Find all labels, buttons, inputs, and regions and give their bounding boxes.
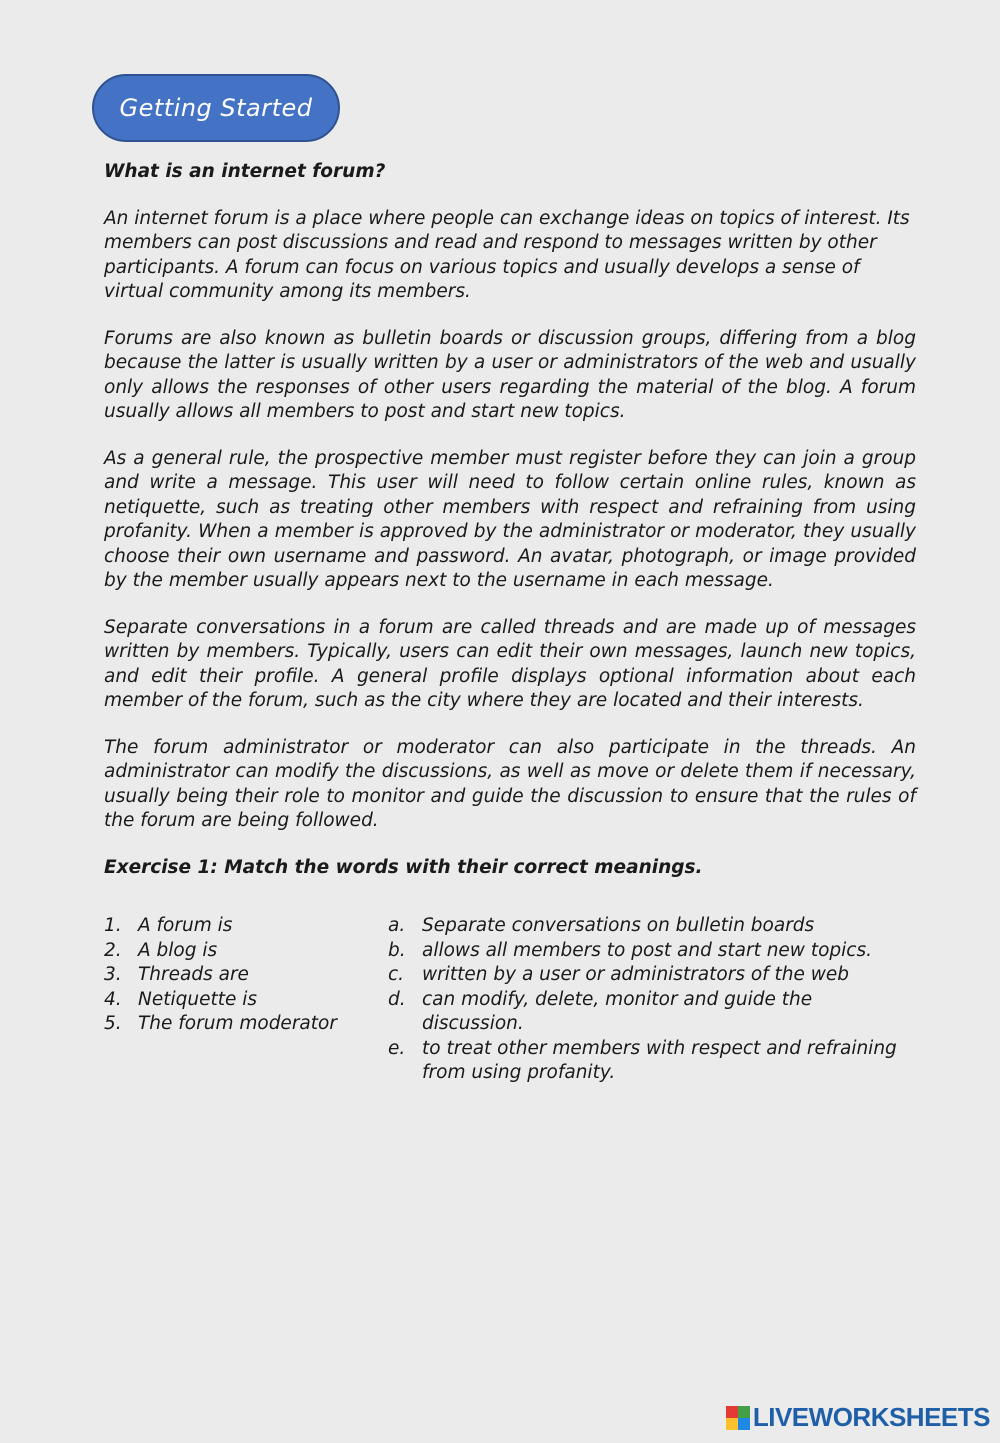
match-right-item xyxy=(388,963,916,988)
item-text: can modify, delete, monitor and guide the discussion. xyxy=(422,988,813,1034)
match-right-item xyxy=(388,939,916,964)
logo-square-green xyxy=(738,1406,750,1418)
item-number: 5. xyxy=(104,1013,122,1034)
item-text: allows all members to post and start new topics. xyxy=(422,939,872,961)
item-letter: a. xyxy=(388,915,406,936)
item-letter: c. xyxy=(388,964,405,985)
match-left-item xyxy=(104,939,388,964)
item-letter: e. xyxy=(388,1037,406,1059)
match-right-item xyxy=(388,1037,916,1086)
paragraph: The forum administrator or moderator can also participate in the threads. An administrator can modify the discussions, as well as move or delete them if necessary, usually being their role to monitor and guide the discussion to ensure that the rules of the forum are being followed. xyxy=(104,736,916,831)
match-right-column xyxy=(388,914,916,1086)
logo-square-yellow xyxy=(726,1418,738,1430)
match-left-column xyxy=(104,914,388,1086)
item-text: written by a user or administrators of the web xyxy=(422,964,850,985)
logo-square-red xyxy=(726,1406,738,1418)
item-number: 2. xyxy=(104,939,122,961)
logo-text: LIVEWORKSHEETS xyxy=(752,1402,990,1432)
item-letter: b. xyxy=(388,939,406,961)
match-left-item xyxy=(104,963,388,988)
item-number: 1. xyxy=(104,915,122,936)
item-text: Threads are xyxy=(138,964,249,985)
logo-square-blue xyxy=(738,1418,750,1430)
item-text: to treat other members with respect and refraining from using profanity. xyxy=(422,1037,897,1083)
paragraph: Separate conversations in a forum are called threads and are made up of messages written by members. Typically, users can edit their own messages, launch new topics, and edit their profile. A general profile displays optional information about each member of the forum, such as the city where they are located and their interests. xyxy=(104,616,916,711)
match-right-item xyxy=(388,988,916,1037)
page-title: Getting Started xyxy=(119,94,313,122)
item-text: Netiquette is xyxy=(138,988,258,1010)
exercise-title: Exercise 1: Match the words with their correct meanings. xyxy=(104,856,703,878)
paragraph: Forums are also known as bulletin boards or discussion groups, differing from a blog because the latter is usually written by a user or administrators of the web and usually only allows the responses of other users regarding the material of the blog. A forum usually allows all members to post and start new topics. xyxy=(104,327,916,422)
liveworksheets-logo xyxy=(726,1402,990,1433)
logo-icon xyxy=(726,1406,750,1430)
match-left-item xyxy=(104,1012,388,1037)
match-left-item xyxy=(104,988,388,1013)
item-letter: d. xyxy=(388,988,406,1010)
matching-exercise xyxy=(104,914,916,1086)
section-heading: What is an internet forum? xyxy=(104,161,386,182)
paragraph: An internet forum is a place where people can exchange ideas on topics of interest. Its members can post discussions and read and respond to messages written by other participants. A forum can focus on various topics and usually develops a sense of virtual community among its members. xyxy=(104,207,910,302)
item-text: Separate conversations on bulletin boards xyxy=(422,915,815,936)
worksheet-content xyxy=(104,160,916,1086)
paragraph: As a general rule, the prospective member must register before they can join a group and write a message. This user will need to follow certain online rules, known as netiquette, such as treating other members with respect and refraining from using profanity. When a member is approved by the administrator or moderator, they usually choose their own username and password. An avatar, photograph, or image provided by the member usually appears next to the username in each message. xyxy=(104,447,916,591)
item-text: A forum is xyxy=(138,915,233,936)
item-number: 3. xyxy=(104,964,122,985)
match-left-item xyxy=(104,914,388,939)
item-number: 4. xyxy=(104,988,122,1010)
item-text: The forum moderator xyxy=(138,1013,337,1034)
item-text: A blog is xyxy=(138,939,218,961)
title-badge xyxy=(92,74,340,142)
match-right-item xyxy=(388,914,916,939)
